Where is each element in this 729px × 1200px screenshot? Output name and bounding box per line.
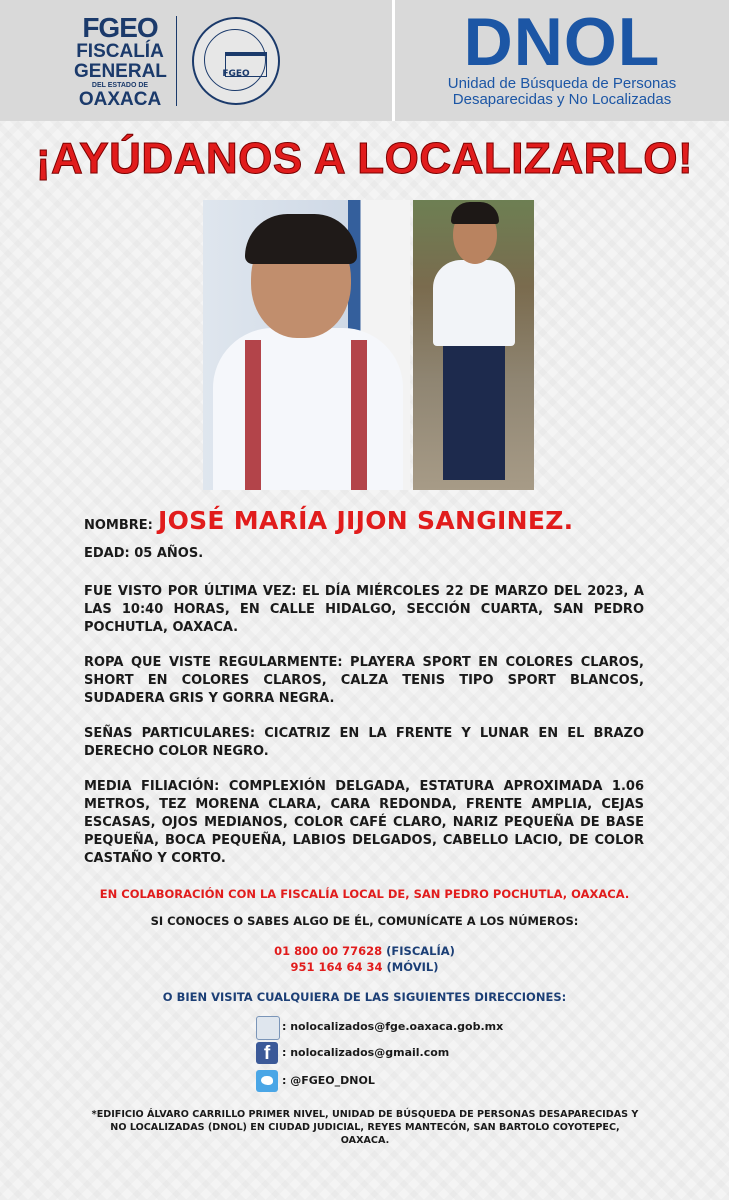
email-official-text: : nolocalizados@fge.oaxaca.gob.mx bbox=[282, 1020, 504, 1033]
dnol-subtitle-line-1: Unidad de Búsqueda de Personas bbox=[447, 75, 677, 92]
photo-shirt-shape bbox=[213, 328, 403, 490]
call-to-action: SI CONOCES O SABES ALGO DE ÉL, COMUNÍCATE A LOS NÚMEROS: bbox=[150, 914, 579, 928]
seal-inner-ring bbox=[204, 29, 266, 91]
age-line: EDAD: 05 AÑOS. bbox=[84, 546, 204, 561]
fgeo-header-panel bbox=[0, 0, 395, 121]
phone-label-fiscalia: (FISCALÍA) bbox=[386, 944, 455, 958]
phone-number-fiscalia: 01 800 00 77628 bbox=[274, 944, 383, 958]
phone-number-movil: 951 164 64 34 bbox=[290, 960, 383, 974]
twitter-bird-shape bbox=[261, 1076, 273, 1085]
phone-line-2 bbox=[0, 960, 729, 974]
facebook-icon: f bbox=[256, 1042, 278, 1064]
backpack-strap-right bbox=[351, 340, 367, 490]
fgeo-line-2: GENERAL bbox=[74, 61, 167, 82]
fgeo-mark: FGEO bbox=[82, 12, 158, 43]
twitter-icon bbox=[256, 1070, 278, 1092]
seal-text: FGEO bbox=[222, 69, 250, 79]
fgeo-line-1: FISCALÍA bbox=[76, 41, 164, 62]
twitter-handle-text: : @FGEO_DNOL bbox=[282, 1074, 375, 1087]
missing-person-photo-full-body bbox=[413, 200, 534, 490]
fgeo-logo bbox=[74, 14, 166, 110]
backpack-strap-left bbox=[245, 340, 261, 490]
particular-marks-paragraph: SEÑAS PARTICULARES: CICATRIZ EN LA FRENTE Y LUNAR EN EL BRAZO DERECHO COLOR NEGRO. bbox=[84, 726, 644, 759]
dnol-subtitle-line-2: Desaparecidas y No Localizadas bbox=[452, 91, 672, 108]
missing-person-photo-portrait bbox=[203, 200, 410, 490]
dnol-subtitle bbox=[395, 76, 729, 108]
headline: ¡AYÚDANOS A LOCALIZARLO! bbox=[35, 134, 694, 183]
photo-hair-shape bbox=[245, 214, 357, 264]
fgeo-line-4: OAXACA bbox=[78, 89, 162, 110]
name-row bbox=[84, 506, 684, 535]
phone-line-1 bbox=[0, 944, 729, 958]
physical-description-paragraph: MEDIA FILIACIÓN: COMPLEXIÓN DELGADA, ESTATURA APROXIMADA 1.06 METROS, TEZ MORENA CLARA, CARA REDONDA, FRENTE AMPLIA, CEJAS ESCASAS, OJOS MEDIANOS, COLOR CAFÉ CLARO, NARIZ PEQUEÑA DE BASE PEQUEÑA, BOCA PEQUEÑA, LABIOS DELGADOS, CABELLO LACIO, DE COLOR CASTAÑO Y CORTO. bbox=[84, 779, 644, 866]
last-seen-paragraph: FUE VISTO POR ÚLTIMA VEZ: EL DÍA MIÉRCOLES 22 DE MARZO DEL 2023, A LAS 10:40 HORAS, EN CALLE HIDALGO, SECCIÓN CUARTA, SAN PEDRO POCHUTLA, OAXACA. bbox=[84, 584, 644, 635]
photo-pants-shape bbox=[443, 342, 505, 480]
facebook-email-text: : nolocalizados@gmail.com bbox=[282, 1046, 450, 1059]
name-label: NOMBRE: bbox=[84, 518, 153, 533]
footer-address: *EDIFICIO ÁLVARO CARRILLO PRIMER NIVEL, UNIDAD DE BÚSQUEDA DE PERSONAS DESAPARECIDAS Y NO LOCALIZADAS (DNOL) EN CIUDAD JUDICIAL, REYES MANTECÓN, SAN BARTOLO COYOTEPEC, OAXACA. bbox=[91, 1109, 639, 1146]
clothing-paragraph: ROPA QUE VISTE REGULARMENTE: PLAYERA SPORT EN COLORES CLAROS, SHORT EN COLORES CLAROS, CALZA TENIS TIPO SPORT BLANCOS, SUDADERA GRIS Y GORRA NEGRA. bbox=[84, 655, 644, 706]
fiscalia-seal-icon bbox=[192, 17, 280, 105]
fgeo-line-3: DEL ESTADO DE bbox=[91, 82, 149, 89]
header-banner bbox=[0, 0, 729, 121]
collaboration-note: EN COLABORACIÓN CON LA FISCALÍA LOCAL DE, SAN PEDRO POCHUTLA, OAXACA. bbox=[99, 887, 630, 901]
photo-shirt-shape bbox=[433, 260, 515, 346]
logo-divider bbox=[176, 16, 177, 106]
phone-label-movil: (MÓVIL) bbox=[386, 960, 439, 974]
email-icon bbox=[256, 1016, 280, 1040]
person-name: JOSÉ MARÍA JIJON SANGINEZ. bbox=[157, 506, 574, 535]
dnol-title: DNOL bbox=[463, 4, 661, 80]
photo-hair-shape bbox=[451, 202, 499, 224]
visit-text: O BIEN VISITA CUALQUIERA DE LAS SIGUIENTES DIRECCIONES: bbox=[162, 990, 567, 1004]
